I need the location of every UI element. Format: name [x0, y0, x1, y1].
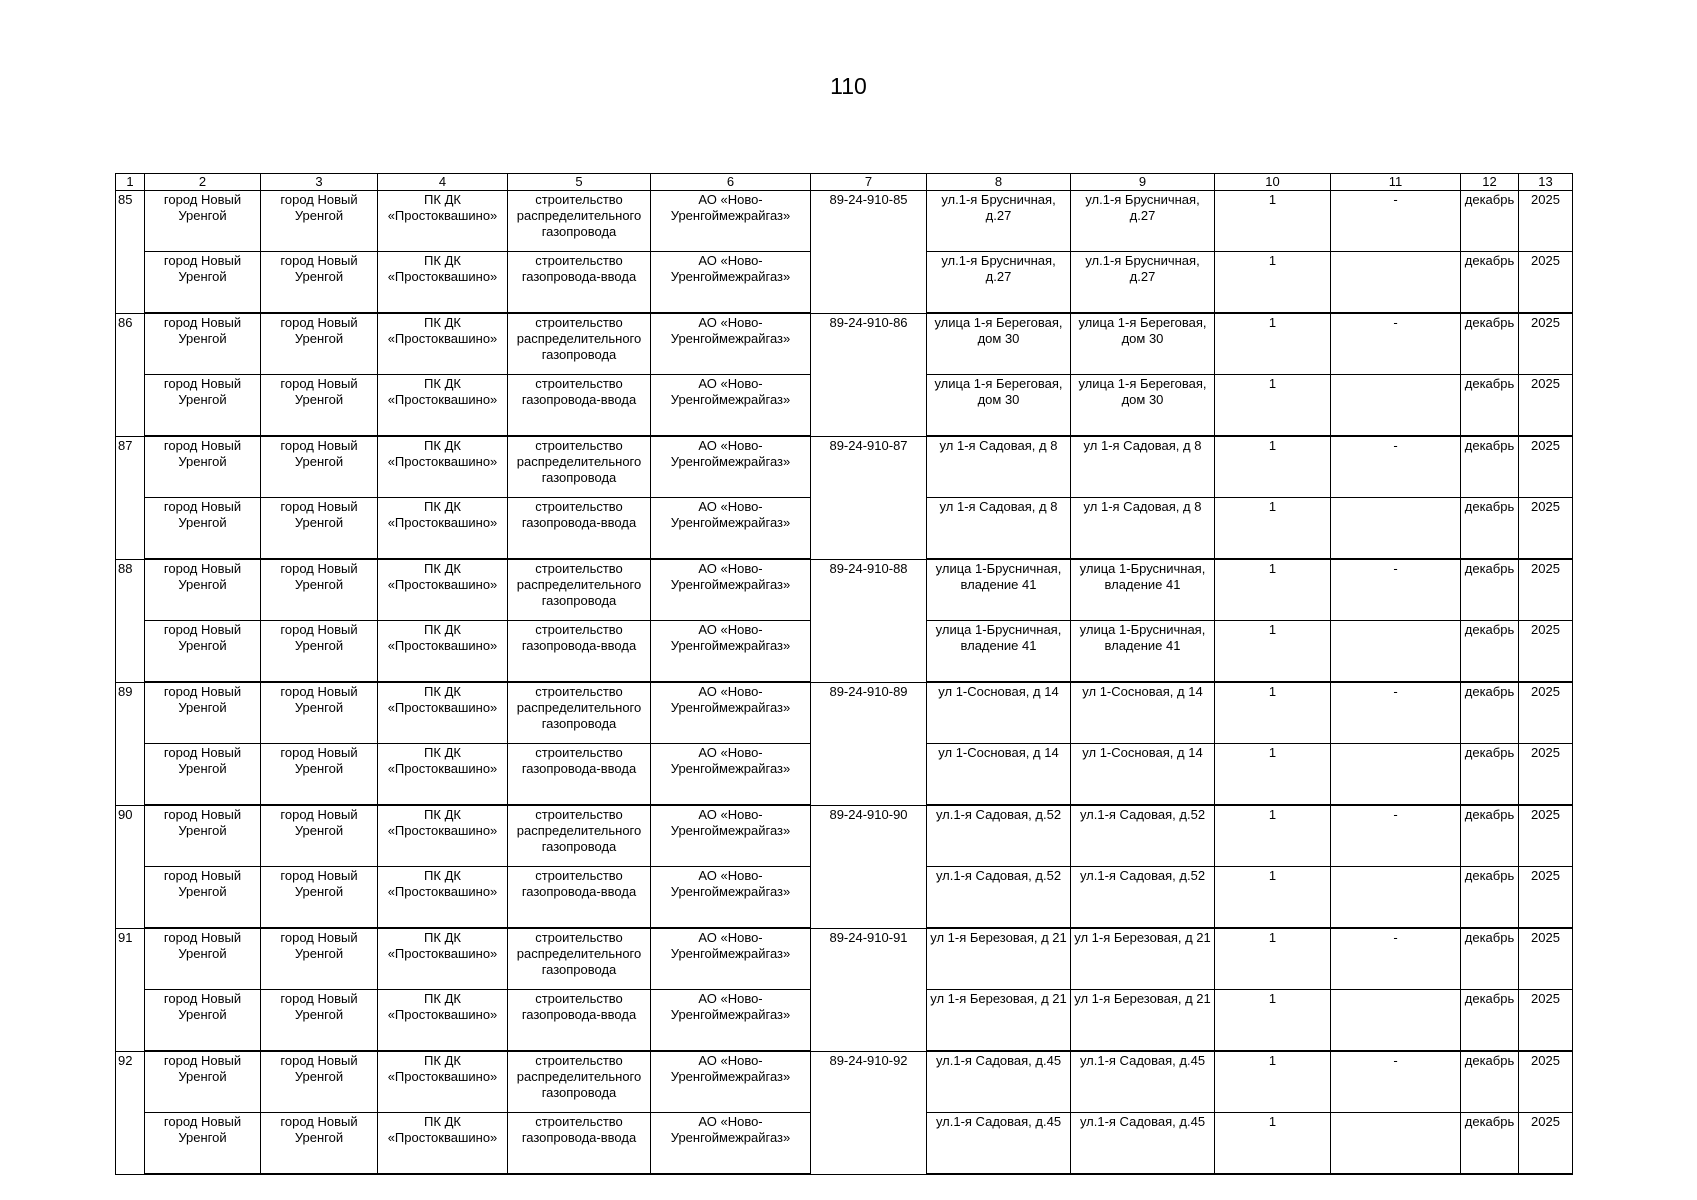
address-end-cell: ул 1-Сосновая, д 14 [1071, 744, 1215, 806]
settlement-cell: город Новый Уренгой [261, 498, 378, 560]
month-cell: декабрь [1461, 252, 1519, 314]
address-start-cell: ул 1-Сосновая, д 14 [927, 682, 1071, 744]
year-cell: 2025 [1519, 313, 1573, 375]
length-cell [1331, 744, 1461, 806]
organization-cell: АО «Ново-Уренгоймежрайгаз» [651, 1051, 811, 1113]
works-cell: строительство газопровода-ввода [508, 375, 651, 437]
length-cell: - [1331, 1051, 1461, 1113]
table-row [116, 313, 1573, 375]
length-cell: - [1331, 928, 1461, 990]
organization-cell: АО «Ново-Уренгоймежрайгаз» [651, 621, 811, 683]
table-row [116, 1051, 1573, 1113]
organization-cell: АО «Ново-Уренгоймежрайгаз» [651, 375, 811, 437]
row-number: 87 [116, 436, 145, 559]
address-end-cell: ул 1-я Березовая, д 21 [1071, 990, 1215, 1052]
municipality-cell: город Новый Уренгой [145, 805, 261, 867]
column-header: 13 [1519, 174, 1573, 191]
works-cell: строительство газопровода-ввода [508, 1113, 651, 1175]
settlement-cell: город Новый Уренгой [261, 436, 378, 498]
length-cell: - [1331, 191, 1461, 252]
length-cell [1331, 375, 1461, 437]
municipality-cell: город Новый Уренгой [145, 498, 261, 560]
customer-cell: ПК ДК «Простоквашино» [378, 744, 508, 806]
quantity-cell: 1 [1215, 805, 1331, 867]
table-row [116, 191, 1573, 252]
row-number: 92 [116, 1051, 145, 1174]
works-cell: строительство газопровода-ввода [508, 990, 651, 1052]
month-cell: декабрь [1461, 744, 1519, 806]
works-cell: строительство распределительного газопровода [508, 436, 651, 498]
municipality-cell: город Новый Уренгой [145, 928, 261, 990]
address-start-cell: улица 1-Брусничная, владение 41 [927, 559, 1071, 621]
year-cell: 2025 [1519, 744, 1573, 806]
address-start-cell: ул 1-Сосновая, д 14 [927, 744, 1071, 806]
customer-cell: ПК ДК «Простоквашино» [378, 375, 508, 437]
quantity-cell: 1 [1215, 375, 1331, 437]
customer-cell: ПК ДК «Простоквашино» [378, 498, 508, 560]
settlement-cell: город Новый Уренгой [261, 682, 378, 744]
address-start-cell: улица 1-я Береговая, дом 30 [927, 313, 1071, 375]
works-cell: строительство распределительного газопровода [508, 805, 651, 867]
quantity-cell: 1 [1215, 990, 1331, 1052]
customer-cell: ПК ДК «Простоквашино» [378, 867, 508, 929]
quantity-cell: 1 [1215, 621, 1331, 683]
length-cell: - [1331, 559, 1461, 621]
month-cell: декабрь [1461, 621, 1519, 683]
address-end-cell: ул.1-я Садовая, д.45 [1071, 1113, 1215, 1175]
works-cell: строительство распределительного газопровода [508, 682, 651, 744]
address-start-cell: ул.1-я Садовая, д.52 [927, 867, 1071, 929]
year-cell: 2025 [1519, 252, 1573, 314]
municipality-cell: город Новый Уренгой [145, 436, 261, 498]
settlement-cell: город Новый Уренгой [261, 744, 378, 806]
month-cell: декабрь [1461, 867, 1519, 929]
customer-cell: ПК ДК «Простоквашино» [378, 990, 508, 1052]
customer-cell: ПК ДК «Простоквашино» [378, 1113, 508, 1175]
address-start-cell: ул 1-я Садовая, д 8 [927, 498, 1071, 560]
quantity-cell: 1 [1215, 252, 1331, 314]
address-end-cell: ул 1-я Садовая, д 8 [1071, 498, 1215, 560]
organization-cell: АО «Ново-Уренгоймежрайгаз» [651, 498, 811, 560]
table-row [116, 928, 1573, 990]
address-end-cell: ул 1-я Садовая, д 8 [1071, 436, 1215, 498]
municipality-cell: город Новый Уренгой [145, 867, 261, 929]
column-number-row [116, 174, 1573, 191]
customer-cell: ПК ДК «Простоквашино» [378, 928, 508, 990]
works-cell: строительство распределительного газопровода [508, 313, 651, 375]
address-end-cell: ул.1-я Брусничная, д.27 [1071, 252, 1215, 314]
quantity-cell: 1 [1215, 928, 1331, 990]
settlement-cell: город Новый Уренгой [261, 559, 378, 621]
row-number: 89 [116, 682, 145, 805]
quantity-cell: 1 [1215, 436, 1331, 498]
quantity-cell: 1 [1215, 313, 1331, 375]
registry-table [115, 173, 1573, 1175]
quantity-cell: 1 [1215, 1051, 1331, 1113]
object-code-cell: 89-24-910-89 [811, 682, 927, 805]
address-end-cell: ул.1-я Брусничная, д.27 [1071, 191, 1215, 252]
length-cell: - [1331, 682, 1461, 744]
column-header: 1 [116, 174, 145, 191]
column-header: 11 [1331, 174, 1461, 191]
settlement-cell: город Новый Уренгой [261, 990, 378, 1052]
table-row [116, 559, 1573, 621]
page-number: 110 [830, 73, 867, 99]
column-header: 7 [811, 174, 927, 191]
quantity-cell: 1 [1215, 867, 1331, 929]
settlement-cell: город Новый Уренгой [261, 928, 378, 990]
year-cell: 2025 [1519, 436, 1573, 498]
settlement-cell: город Новый Уренгой [261, 805, 378, 867]
length-cell: - [1331, 313, 1461, 375]
settlement-cell: город Новый Уренгой [261, 252, 378, 314]
address-end-cell: ул.1-я Садовая, д.52 [1071, 867, 1215, 929]
year-cell: 2025 [1519, 375, 1573, 437]
customer-cell: ПК ДК «Простоквашино» [378, 252, 508, 314]
address-start-cell: улица 1-Брусничная, владение 41 [927, 621, 1071, 683]
year-cell: 2025 [1519, 990, 1573, 1052]
customer-cell: ПК ДК «Простоквашино» [378, 1051, 508, 1113]
address-start-cell: ул 1-я Садовая, д 8 [927, 436, 1071, 498]
column-header: 9 [1071, 174, 1215, 191]
year-cell: 2025 [1519, 621, 1573, 683]
organization-cell: АО «Ново-Уренгоймежрайгаз» [651, 990, 811, 1052]
customer-cell: ПК ДК «Простоквашино» [378, 682, 508, 744]
month-cell: декабрь [1461, 191, 1519, 252]
object-code-cell: 89-24-910-86 [811, 313, 927, 436]
municipality-cell: город Новый Уренгой [145, 252, 261, 314]
address-end-cell: улица 1-Брусничная, владение 41 [1071, 621, 1215, 683]
month-cell: декабрь [1461, 1113, 1519, 1175]
municipality-cell: город Новый Уренгой [145, 1113, 261, 1175]
customer-cell: ПК ДК «Простоквашино» [378, 805, 508, 867]
address-start-cell: ул.1-я Брусничная, д.27 [927, 252, 1071, 314]
customer-cell: ПК ДК «Простоквашино» [378, 436, 508, 498]
year-cell: 2025 [1519, 1051, 1573, 1113]
year-cell: 2025 [1519, 191, 1573, 252]
settlement-cell: город Новый Уренгой [261, 621, 378, 683]
quantity-cell: 1 [1215, 498, 1331, 560]
object-code-cell: 89-24-910-91 [811, 928, 927, 1051]
address-start-cell: ул.1-я Садовая, д.45 [927, 1051, 1071, 1113]
table-body [116, 174, 1573, 1175]
row-number: 88 [116, 559, 145, 682]
quantity-cell: 1 [1215, 559, 1331, 621]
year-cell: 2025 [1519, 498, 1573, 560]
municipality-cell: город Новый Уренгой [145, 744, 261, 806]
organization-cell: АО «Ново-Уренгоймежрайгаз» [651, 559, 811, 621]
row-number: 86 [116, 313, 145, 436]
works-cell: строительство газопровода-ввода [508, 621, 651, 683]
column-header: 6 [651, 174, 811, 191]
works-cell: строительство газопровода-ввода [508, 252, 651, 314]
length-cell [1331, 621, 1461, 683]
length-cell [1331, 498, 1461, 560]
works-cell: строительство распределительного газопровода [508, 1051, 651, 1113]
address-start-cell: ул.1-я Садовая, д.45 [927, 1113, 1071, 1175]
municipality-cell: город Новый Уренгой [145, 990, 261, 1052]
address-start-cell: улица 1-я Береговая, дом 30 [927, 375, 1071, 437]
organization-cell: АО «Ново-Уренгоймежрайгаз» [651, 1113, 811, 1175]
quantity-cell: 1 [1215, 682, 1331, 744]
row-number: 91 [116, 928, 145, 1051]
address-start-cell: ул.1-я Садовая, д.52 [927, 805, 1071, 867]
works-cell: строительство распределительного газопровода [508, 559, 651, 621]
month-cell: декабрь [1461, 1051, 1519, 1113]
month-cell: декабрь [1461, 928, 1519, 990]
table-row [116, 805, 1573, 867]
object-code-cell: 89-24-910-92 [811, 1051, 927, 1174]
customer-cell: ПК ДК «Простоквашино» [378, 313, 508, 375]
address-start-cell: ул 1-я Березовая, д 21 [927, 990, 1071, 1052]
address-end-cell: улица 1-я Береговая, дом 30 [1071, 313, 1215, 375]
table-row [116, 436, 1573, 498]
organization-cell: АО «Ново-Уренгоймежрайгаз» [651, 436, 811, 498]
organization-cell: АО «Ново-Уренгоймежрайгаз» [651, 928, 811, 990]
column-header: 10 [1215, 174, 1331, 191]
month-cell: декабрь [1461, 375, 1519, 437]
column-header: 2 [145, 174, 261, 191]
quantity-cell: 1 [1215, 191, 1331, 252]
works-cell: строительство распределительного газопровода [508, 191, 651, 252]
municipality-cell: город Новый Уренгой [145, 621, 261, 683]
organization-cell: АО «Ново-Уренгоймежрайгаз» [651, 805, 811, 867]
municipality-cell: город Новый Уренгой [145, 1051, 261, 1113]
settlement-cell: город Новый Уренгой [261, 375, 378, 437]
month-cell: декабрь [1461, 682, 1519, 744]
month-cell: декабрь [1461, 498, 1519, 560]
municipality-cell: город Новый Уренгой [145, 682, 261, 744]
year-cell: 2025 [1519, 1113, 1573, 1175]
address-end-cell: ул.1-я Садовая, д.45 [1071, 1051, 1215, 1113]
length-cell: - [1331, 436, 1461, 498]
customer-cell: ПК ДК «Простоквашино» [378, 559, 508, 621]
settlement-cell: город Новый Уренгой [261, 867, 378, 929]
address-end-cell: ул 1-я Березовая, д 21 [1071, 928, 1215, 990]
row-number: 85 [116, 191, 145, 314]
organization-cell: АО «Ново-Уренгоймежрайгаз» [651, 682, 811, 744]
customer-cell: ПК ДК «Простоквашино» [378, 621, 508, 683]
month-cell: декабрь [1461, 990, 1519, 1052]
organization-cell: АО «Ново-Уренгоймежрайгаз» [651, 191, 811, 252]
row-number: 90 [116, 805, 145, 928]
month-cell: декабрь [1461, 805, 1519, 867]
month-cell: декабрь [1461, 313, 1519, 375]
works-cell: строительство газопровода-ввода [508, 498, 651, 560]
works-cell: строительство газопровода-ввода [508, 744, 651, 806]
organization-cell: АО «Ново-Уренгоймежрайгаз» [651, 252, 811, 314]
year-cell: 2025 [1519, 559, 1573, 621]
address-start-cell: ул.1-я Брусничная, д.27 [927, 191, 1071, 252]
length-cell [1331, 990, 1461, 1052]
quantity-cell: 1 [1215, 1113, 1331, 1175]
column-header: 8 [927, 174, 1071, 191]
year-cell: 2025 [1519, 867, 1573, 929]
column-header: 12 [1461, 174, 1519, 191]
table-row [116, 682, 1573, 744]
settlement-cell: город Новый Уренгой [261, 191, 378, 252]
column-header: 5 [508, 174, 651, 191]
address-start-cell: ул 1-я Березовая, д 21 [927, 928, 1071, 990]
settlement-cell: город Новый Уренгой [261, 1051, 378, 1113]
quantity-cell: 1 [1215, 744, 1331, 806]
object-code-cell: 89-24-910-90 [811, 805, 927, 928]
organization-cell: АО «Ново-Уренгоймежрайгаз» [651, 744, 811, 806]
month-cell: декабрь [1461, 436, 1519, 498]
municipality-cell: город Новый Уренгой [145, 375, 261, 437]
object-code-cell: 89-24-910-88 [811, 559, 927, 682]
column-header: 3 [261, 174, 378, 191]
length-cell [1331, 867, 1461, 929]
works-cell: строительство распределительного газопровода [508, 928, 651, 990]
address-end-cell: улица 1-я Береговая, дом 30 [1071, 375, 1215, 437]
municipality-cell: город Новый Уренгой [145, 313, 261, 375]
customer-cell: ПК ДК «Простоквашино» [378, 191, 508, 252]
works-cell: строительство газопровода-ввода [508, 867, 651, 929]
year-cell: 2025 [1519, 805, 1573, 867]
year-cell: 2025 [1519, 682, 1573, 744]
length-cell [1331, 1113, 1461, 1175]
month-cell: декабрь [1461, 559, 1519, 621]
organization-cell: АО «Ново-Уренгоймежрайгаз» [651, 313, 811, 375]
municipality-cell: город Новый Уренгой [145, 191, 261, 252]
column-header: 4 [378, 174, 508, 191]
address-end-cell: ул.1-я Садовая, д.52 [1071, 805, 1215, 867]
address-end-cell: улица 1-Брусничная, владение 41 [1071, 559, 1215, 621]
organization-cell: АО «Ново-Уренгоймежрайгаз» [651, 867, 811, 929]
length-cell [1331, 252, 1461, 314]
settlement-cell: город Новый Уренгой [261, 1113, 378, 1175]
municipality-cell: город Новый Уренгой [145, 559, 261, 621]
object-code-cell: 89-24-910-87 [811, 436, 927, 559]
address-end-cell: ул 1-Сосновая, д 14 [1071, 682, 1215, 744]
year-cell: 2025 [1519, 928, 1573, 990]
settlement-cell: город Новый Уренгой [261, 313, 378, 375]
length-cell: - [1331, 805, 1461, 867]
object-code-cell: 89-24-910-85 [811, 191, 927, 314]
